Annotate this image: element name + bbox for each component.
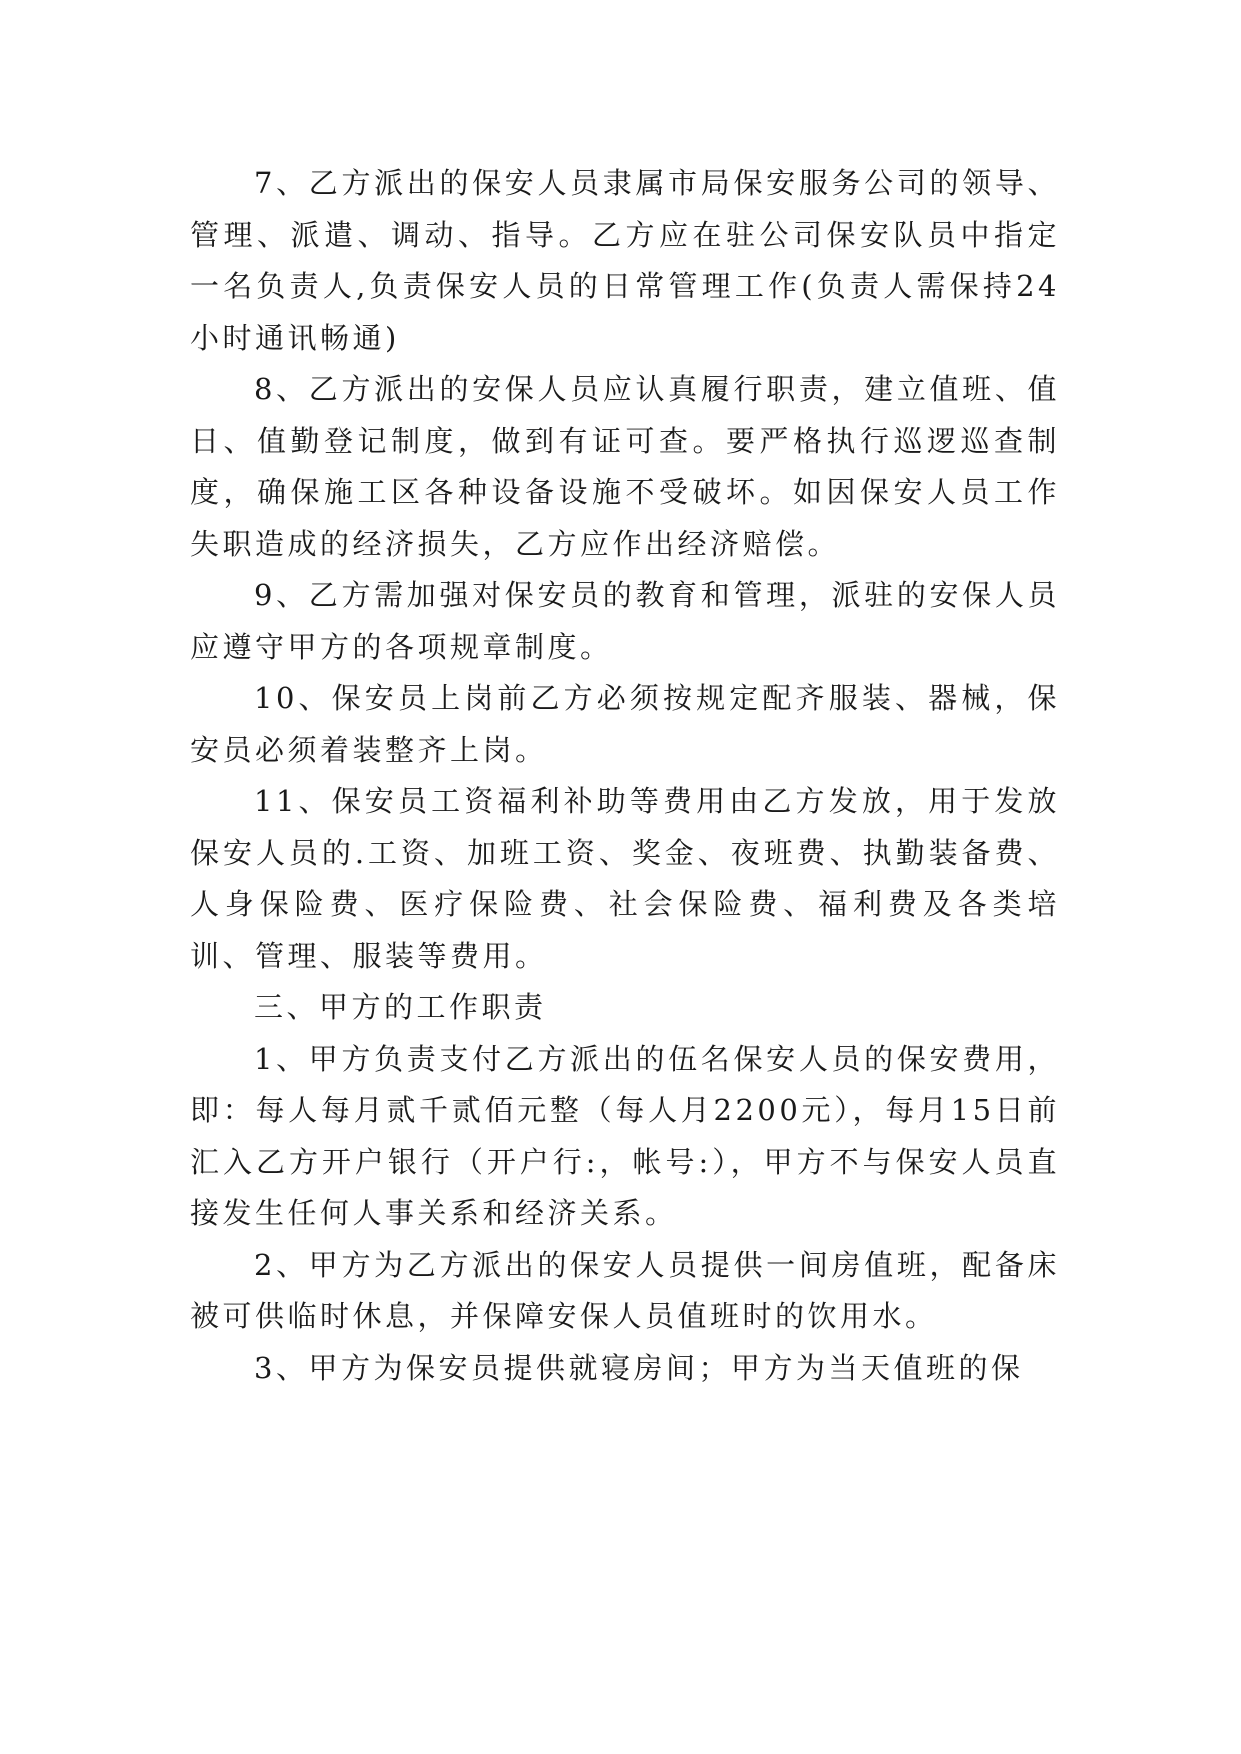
- document-body: [190, 158, 1060, 1394]
- clause-10: 10、保安员上岗前乙方必须按规定配齐服装、器械，保安员必须着装整齐上岗。: [190, 681, 1060, 767]
- clause-11: 11、保安员工资福利补助等费用由乙方发放，用于发放保安人员的.工资、加班工资、奖金、夜班费、执勤装备费、人身保险费、医疗保险费、社会保险费、福利费及各类培训、管理、服装等费用。: [190, 784, 1060, 973]
- clause-8: 8、乙方派出的安保人员应认真履行职责，建立值班、值日、值勤登记制度，做到有证可查。要严格执行巡逻巡查制度，确保施工区各种设备设施不受破坏。如因保安人员工作失职造成的经济损失，乙方应作出经济赔偿。: [190, 372, 1060, 561]
- clause-9: 9、乙方需加强对保安员的教育和管理，派驻的安保人员应遵守甲方的各项规章制度。: [190, 578, 1060, 664]
- section-heading-party-a-duties: 三、甲方的工作职责: [254, 990, 547, 1024]
- clause-7: 7、乙方派出的保安人员隶属市局保安服务公司的领导、管理、派遣、调动、指导。乙方应在驻公司保安队员中指定一名负责人,负责保安人员的日常管理工作(负责人需保持24小时通讯畅通): [190, 166, 1060, 355]
- party-a-clause-2: 2、甲方为乙方派出的保安人员提供一间房值班，配备床被可供临时休息，并保障安保人员值班时的饮用水。: [190, 1247, 1060, 1333]
- party-a-clause-1: 1、甲方负责支付乙方派出的伍名保安人员的保安费用，即：每人每月贰千贰佰元整（每人月2200元），每月15日前汇入乙方开户银行（开户行:，帐号:），甲方不与保安人员直接发生任何人事关系和经济关系。: [190, 1041, 1060, 1230]
- party-a-clause-3: 3、甲方为保安员提供就寝房间；甲方为当天值班的保: [254, 1350, 1024, 1385]
